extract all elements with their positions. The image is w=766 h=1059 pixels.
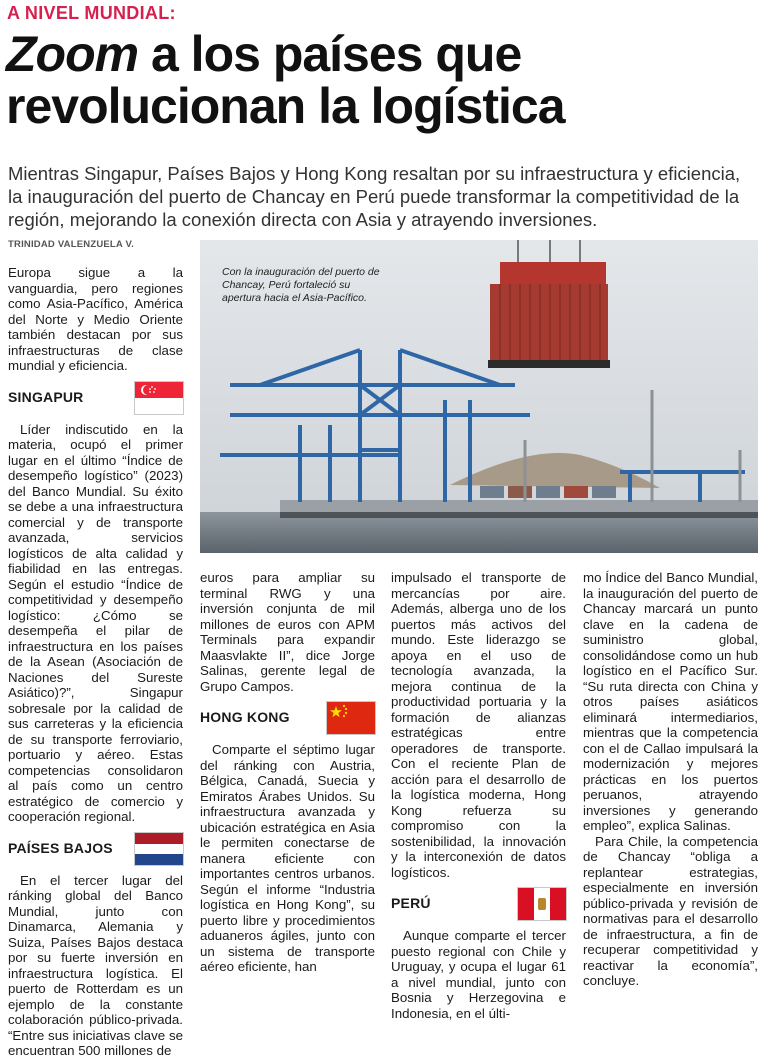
singapore-flag-icon <box>135 382 183 414</box>
article-column-1 <box>8 265 183 1059</box>
section-header-hong-kong <box>200 702 375 734</box>
article-column-4 <box>583 570 758 989</box>
singapur-paragraph: Líder indiscutido en la materia, ocupó el primer lugar en el último “Índice de desempeño logístico” (2023) del Banco Mundial. Su éxito se debe a una infraestructura comercial y de transporte avanzada, servicios logísticos de alta calidad y fiabilidad en las entregas. Según el estudio “Índice de competitividad y desempeño logístico: ¿Cómo se desempeña el pilar de infraestructura en los países de la Asean (Asociación de Naciones del Sureste Asiático)?”, Singapur sobresale por la calidad de sus carreteras y la eficiencia de su transporte ferroviario, portuario y aéreo. Estas competencias consolidaron al país como un centro estratégico de comercio y cooperación regional. <box>8 421 183 824</box>
netherlands-flag-icon <box>135 833 183 865</box>
hong-kong-continued: impulsado el transporte de mercancías por aire. Además, alberga uno de los puertos más activos del mundo. Este liderazgo se apoya en el uso de tecnología avanzada, la mejora continua de la productividad portuaria y la formación de alianzas estratégicas entre operadores de transporte. Con el reciente Plan de acción para el desarrollo de la logística moderna, Hong Kong refuerza su compromiso con la sostenibilidad, la innovación y la interconexión de datos logísticos. <box>391 570 566 880</box>
section-header-singapur <box>8 382 183 414</box>
port-photo <box>200 240 758 553</box>
paises-bajos-paragraph: En el tercer lugar del ránking global del Banco Mundial, junto con Dinamarca, Alemania y Suiza, Países Bajos destaca por su fuerte inversión en infraestructura logística. El puerto de Rotterdam es un ejemplo de la constante colaboración público-privada. “Entre sus iniciativas clave se encuentran 500 millones de <box>8 872 183 1058</box>
photo-caption: Con la inauguración del puerto de Chancay, Perú fortaleció su apertura hacia el Asia-Pacífico. <box>222 266 380 304</box>
kicker: A NIVEL MUNDIAL: <box>7 3 176 23</box>
peru-continued: mo Índice del Banco Mundial, la inauguración del puerto de Chancay marcará un punto clave en la cadena de suministro global, consolidándose como un hub logístico en el Pacífico Sur. “Su ruta directa con China y otros países asiáticos eliminará intermediarios, mientras que la competencia con el de Callao impulsará la modernización y mejores prácticas en los puertos peruanos, atrayendo inversiones y generando empleo”, explica Salinas. <box>583 570 758 833</box>
headline-italic-word: Zoom <box>6 26 139 82</box>
lead-paragraph: Mientras Singapur, Países Bajos y Hong Kong resaltan por su infraestructura y eficiencia, la inauguración del puerto de Chancay en Perú puede transformar la competitividad de la región, mejorando la conexión directa con Asia y atrayendo inversiones. <box>8 163 741 230</box>
article-column-3 <box>391 570 566 1021</box>
peru-flag-icon <box>518 888 566 920</box>
section-title-peru: PERÚ <box>391 895 431 912</box>
headline-line2: revolucionan la logística <box>6 78 565 134</box>
chile-paragraph: Para Chile, la competencia de Chancay “obliga a replantear estrategias, especialmente en inversión público-privada y revisión de normativas para el desarrollo de infraestructura, a fin de recuperar competitividad y reactivar la economía”, concluye. <box>583 833 758 988</box>
paises-bajos-continued: euros para ampliar su terminal RWG y una inversión conjunta de mil millones de euros con APM Terminals para expandir Maasvlakte II”, dice Jorge Salinas, gerente legal de Grupo Campos. <box>200 570 375 694</box>
section-title-singapur: SINGAPUR <box>8 388 84 405</box>
peru-paragraph: Aunque comparte el tercer puesto regional con Chile y Uruguay, y ocupa el lugar 61 a nivel mundial, junto con Bosnia y Herzegovina e Indonesia, en el últi- <box>391 928 566 1021</box>
intro-paragraph: Europa sigue a la vanguardia, pero regiones como Asia-Pacífico, América del Norte y Medio Oriente también destacan por sus infraestructuras de clase mundial y eficiencia. <box>8 265 183 373</box>
hong-kong-paragraph: Comparte el séptimo lugar del ránking con Austria, Bélgica, Canadá, Suecia y Emiratos Árabes Unidos. Su infraestructura avanzada y ubicación estratégica en Asia le permiten conectarse de manera eficiente con importantes centros urbanos. Según el informe “Industria logística en Hong Kong”, su puerto libre y procedimientos aduaneros ágiles, junto con un sistema de transporte aéreo eficiente, han <box>200 742 375 974</box>
headline <box>6 28 761 132</box>
section-header-peru <box>391 888 566 920</box>
byline: TRINIDAD VALENZUELA V. <box>8 239 134 250</box>
section-title-paises-bajos: PAÍSES BAJOS <box>8 839 113 856</box>
headline-line1: a los países que <box>138 26 522 82</box>
section-header-paises-bajos <box>8 833 183 865</box>
article-column-2 <box>200 570 375 975</box>
china-flag-icon <box>327 702 375 734</box>
section-title-hong-kong: HONG KONG <box>200 709 290 726</box>
